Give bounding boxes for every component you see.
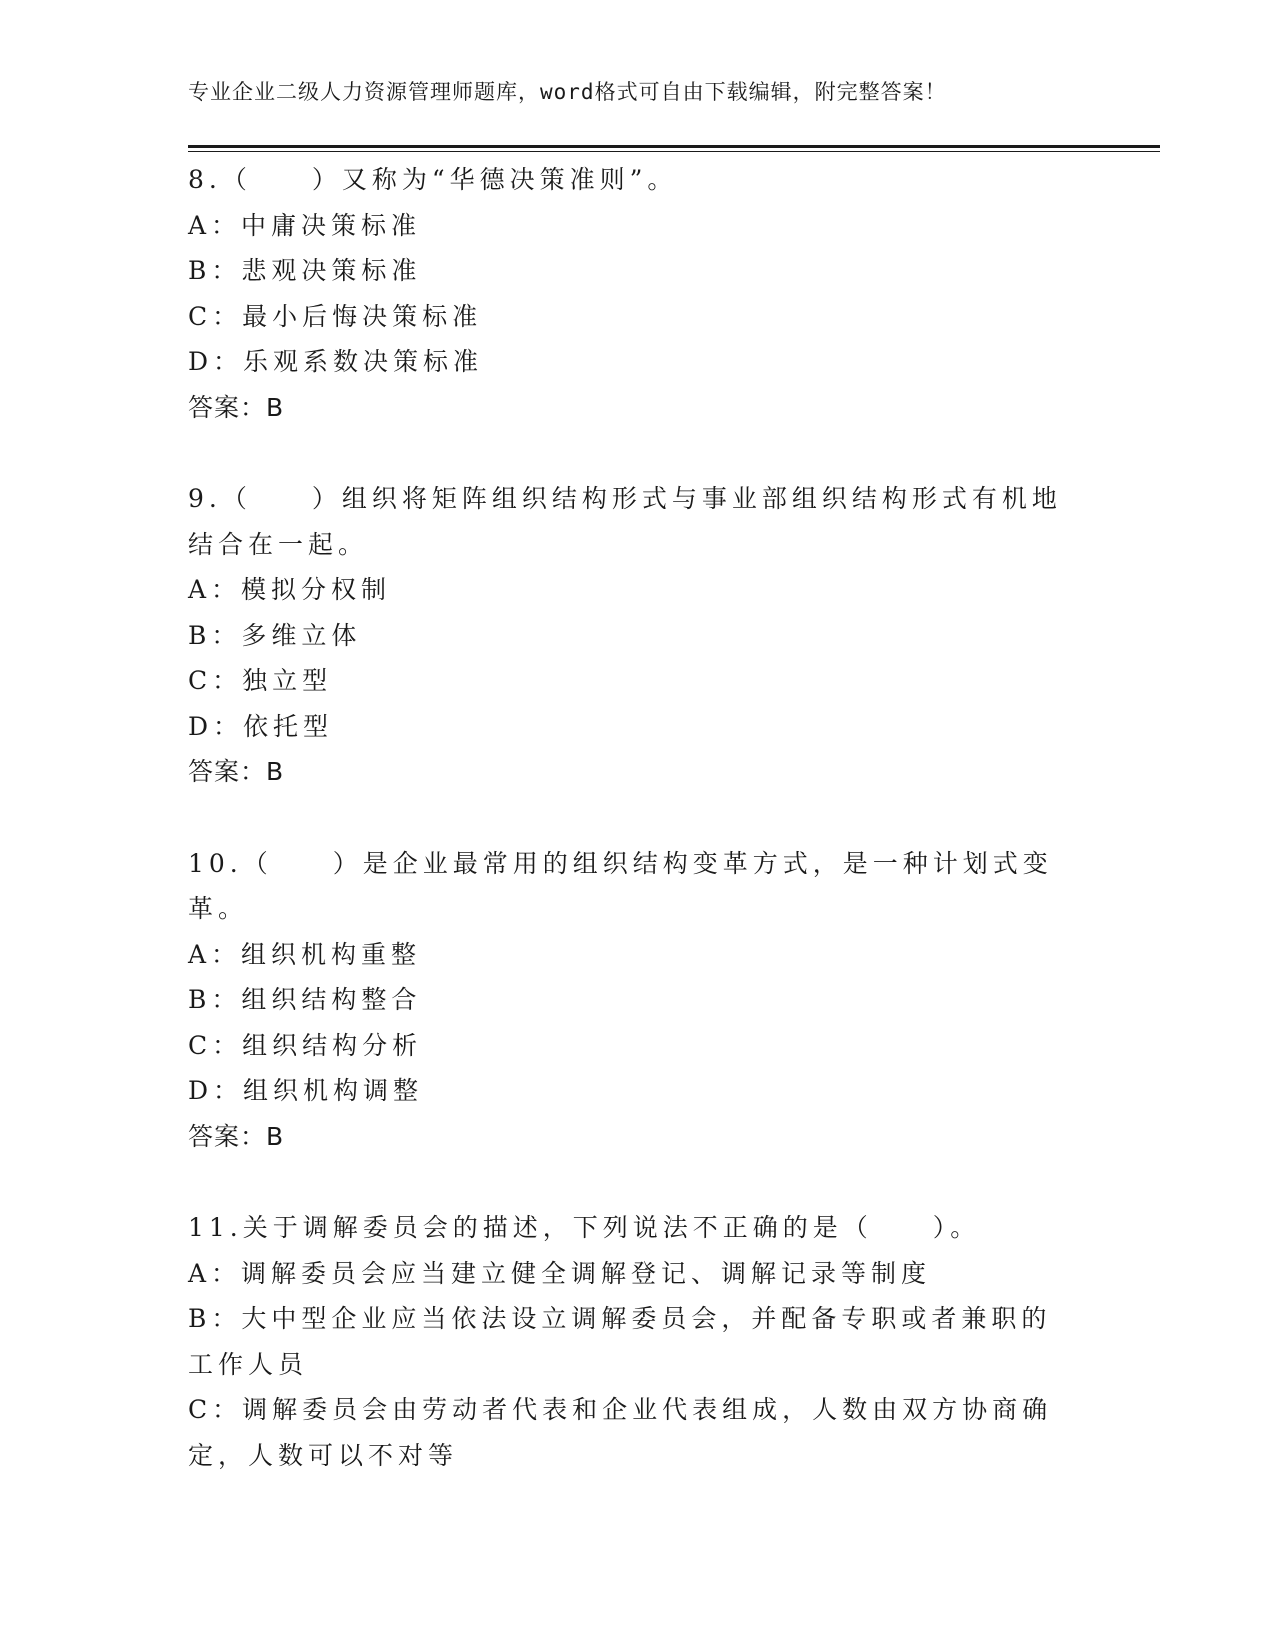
answer-line: 答案：B	[188, 1121, 285, 1151]
option-b: B：多维立体	[188, 620, 362, 650]
option-a: A：中庸决策标准	[188, 210, 422, 240]
answer-line: 答案：B	[188, 757, 285, 786]
question-list	[188, 157, 1088, 1524]
option-b: B：悲观决策标准	[188, 256, 422, 285]
option-d: D：乐观系数决策标准	[188, 347, 484, 376]
option-d: D：依托型	[188, 711, 334, 741]
header-rule-thin	[188, 151, 1160, 152]
option-b: B：大中型企业应当依法设立调解委员会，并配备专职或者兼职的工作人员	[188, 1304, 1052, 1379]
question-9	[188, 476, 1088, 795]
question-11	[188, 1205, 1088, 1478]
header-rule-thick	[188, 145, 1160, 148]
question-stem: 8.（ ）又称为“华德决策准则”。	[188, 165, 678, 194]
option-c: C：最小后悔决策标准	[188, 301, 483, 331]
question-stem: 9.（ ）组织将矩阵组织结构形式与事业部组织结构形式有机地结合在一起。	[188, 484, 1062, 559]
question-8	[188, 157, 1088, 430]
option-a: A：模拟分权制	[188, 575, 392, 604]
answer-line: 答案：B	[188, 392, 285, 422]
question-stem: 10.（ ）是企业最常用的组织结构变革方式，是一种计划式变革。	[188, 848, 1053, 923]
option-c: C：组织结构分析	[188, 1030, 423, 1060]
question-stem: 11.关于调解委员会的描述，下列说法不正确的是（ ）。	[188, 1213, 981, 1242]
option-c: C：调解委员会由劳动者代表和企业代表组成，人数由双方协商确定，人数可以不对等	[188, 1395, 1053, 1470]
page-header-text: 专业企业二级人力资源管理师题库，word格式可自由下载编辑，附完整答案！	[188, 80, 947, 104]
option-b: B：组织结构整合	[188, 985, 422, 1014]
option-a: A：调解委员会应当建立健全调解登记、调解记录等制度	[188, 1258, 932, 1288]
option-d: D：组织机构调整	[188, 1076, 424, 1105]
question-10	[188, 841, 1088, 1160]
option-c: C：独立型	[188, 666, 333, 695]
option-a: A：组织机构重整	[188, 939, 422, 969]
